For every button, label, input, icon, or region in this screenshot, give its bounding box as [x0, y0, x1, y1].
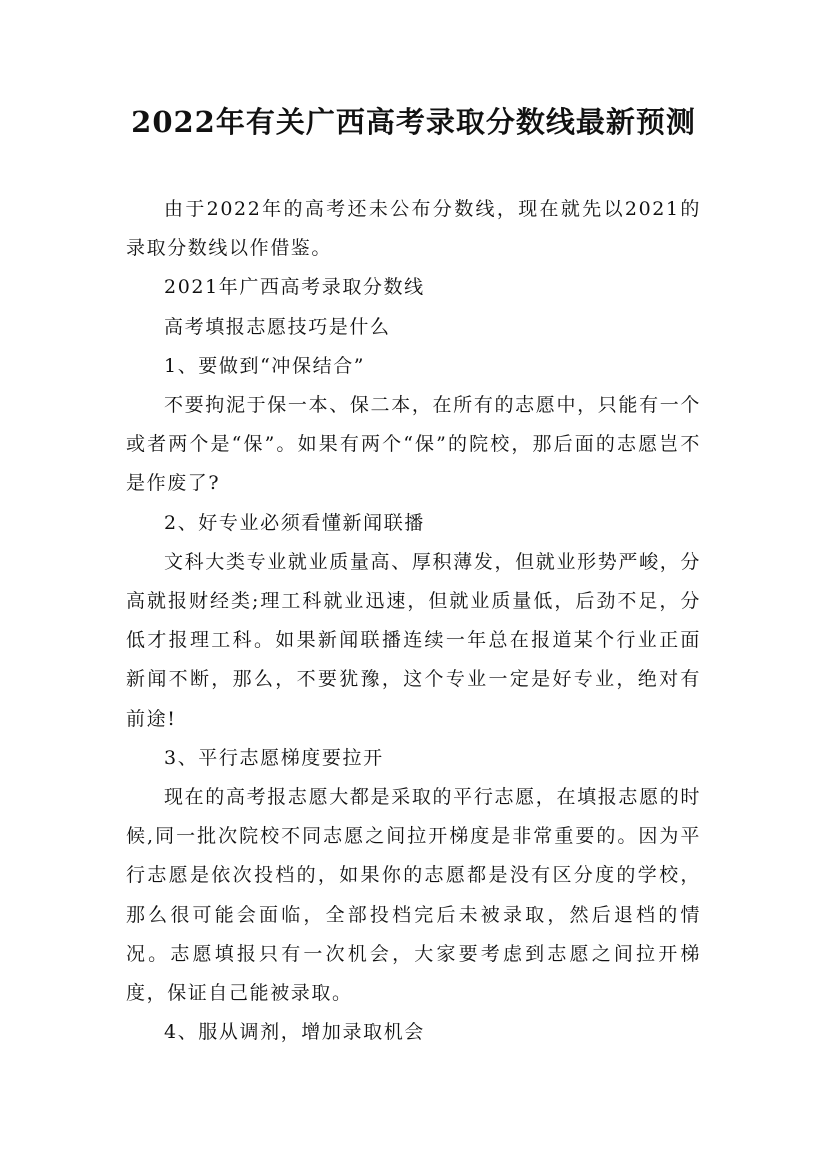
paragraph-tip-3-body: 现在的高考报志愿大都是采取的平行志愿，在填报志愿的时候,同一批次院校不同志愿之间拉开梯度是非常重要的。因为平行志愿是依次投档的，如果你的志愿都是没有区分度的学校，那么很可能会面临，全部投档完后未被录取，然后退档的情况。志愿填报只有一次机会，大家要考虑到志愿之间拉开梯度，保证自己能被录取。 — [126, 786, 701, 1005]
document-body — [126, 190, 701, 1052]
paragraph-heading-tip-1: 1、要做到“冲保结合” — [164, 354, 366, 377]
document-title: 2022年有关广西高考录取分数线最新预测 — [131, 105, 696, 139]
paragraph-heading-tip-4: 4、服从调剂，增加录取机会 — [164, 1021, 425, 1044]
paragraph-heading-tip-2: 2、好专业必须看懂新闻联播 — [164, 511, 425, 534]
paragraph-heading-tip-3: 3、平行志愿梯度要拉开 — [164, 746, 384, 769]
paragraph-heading-2021-scores: 2021年广西高考录取分数线 — [164, 276, 425, 299]
paragraph-tip-2-body: 文科大类专业就业质量高、厚积薄发，但就业形势严峻，分高就报财经类;理工科就业迅速，但就业质量低，后劲不足，分低才报理工科。如果新闻联播连续一年总在报道某个行业正面新闻不断，那么，不要犹豫，这个专业一定是好专业，绝对有前途! — [126, 550, 701, 730]
paragraph-tip-1-body: 不要拘泥于保一本、保二本，在所有的志愿中，只能有一个或者两个是“保”。如果有两个“保”的院校，那后面的志愿岂不是作废了? — [126, 394, 701, 495]
paragraph-intro: 由于2022年的高考还未公布分数线，现在就先以2021的录取分数线以作借鉴。 — [126, 198, 701, 260]
paragraph-heading-tips: 高考填报志愿技巧是什么 — [164, 315, 391, 338]
